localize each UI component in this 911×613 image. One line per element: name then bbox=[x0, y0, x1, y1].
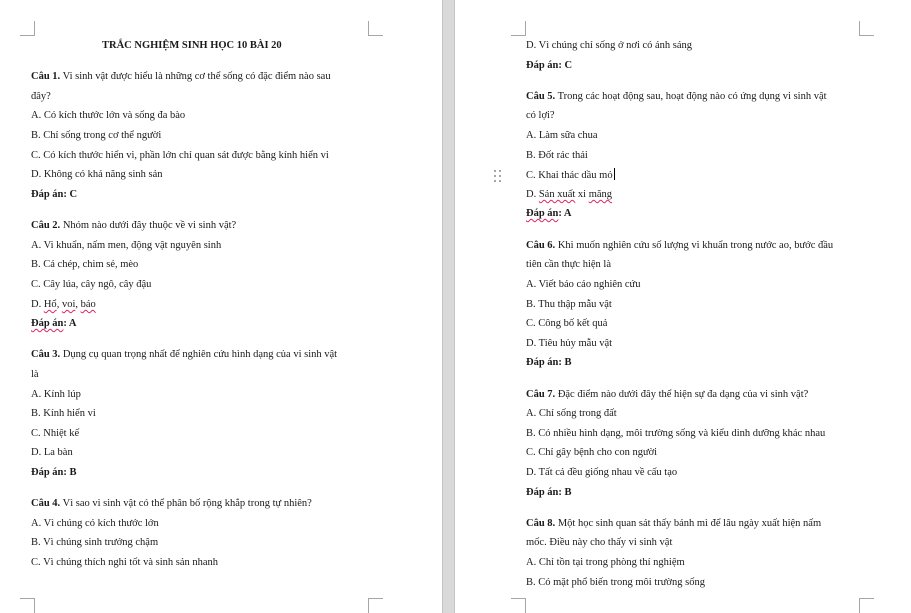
question-7-option-c[interactable]: C. Chỉ gây bệnh cho con người bbox=[526, 447, 658, 458]
question-3-option-b[interactable]: B. Kính hiển vi bbox=[31, 408, 96, 419]
question-2-option-d[interactable] bbox=[31, 298, 96, 311]
question-1-option-d[interactable]: D. Không có khả năng sinh sản bbox=[31, 169, 163, 180]
spellcheck-word[interactable]: Hổ bbox=[43, 299, 57, 310]
question-4-text[interactable] bbox=[31, 497, 312, 510]
question-3-label: Câu 3. bbox=[31, 349, 61, 360]
question-7-option-d[interactable]: D. Tất cả đều giống nhau về cấu tạo bbox=[526, 467, 678, 478]
spellcheck-word[interactable]: voi bbox=[61, 299, 76, 310]
document-page-right bbox=[455, 0, 911, 613]
question-4-option-b[interactable]: B. Vì chúng sinh trưởng chậm bbox=[31, 537, 159, 548]
answer-label[interactable]: Đáp án bbox=[31, 318, 64, 329]
question-4-answer[interactable]: Đáp án: C bbox=[526, 60, 573, 71]
question-5-option-a[interactable]: A. Làm sữa chua bbox=[526, 130, 598, 141]
question-3-option-d[interactable]: D. La bàn bbox=[31, 447, 73, 458]
question-7-stem: Đặc điểm nào dưới đây thể hiện sự đa dạng của vi sinh vật? bbox=[555, 389, 809, 400]
answer-value: : A bbox=[558, 208, 572, 219]
question-1-answer[interactable]: Đáp án: C bbox=[31, 189, 78, 200]
text-cursor bbox=[614, 168, 615, 180]
question-5-option-b[interactable]: B. Đốt rác thải bbox=[526, 150, 588, 161]
margin-corner-bottom-left bbox=[20, 598, 35, 613]
question-2-label: Câu 2. bbox=[31, 220, 61, 231]
document-page-left bbox=[0, 0, 442, 613]
question-6-text-cont[interactable]: tiên cần thực hiện là bbox=[526, 259, 611, 270]
question-6-option-a[interactable]: A. Viết báo cáo nghiên cứu bbox=[526, 279, 641, 290]
question-1-option-c[interactable]: C. Có kích thước hiển vi, phần lớn chỉ quan sát được bằng kính hiển vi bbox=[31, 150, 329, 161]
question-8-stem: Một học sinh quan sát thấy bánh mì để lâu ngày xuất hiện nấm bbox=[555, 518, 822, 529]
question-6-label: Câu 6. bbox=[526, 240, 556, 251]
answer-label[interactable]: Đáp án bbox=[526, 208, 559, 219]
page-gap bbox=[442, 0, 455, 613]
question-6-option-c[interactable]: C. Công bố kết quả bbox=[526, 318, 608, 329]
question-5-text-cont[interactable]: có lợi? bbox=[526, 110, 555, 121]
question-2-option-b[interactable]: B. Cá chép, chim sẻ, mèo bbox=[31, 259, 139, 270]
separator: , bbox=[56, 299, 62, 310]
margin-corner-bottom-left bbox=[511, 598, 526, 613]
question-2-option-a[interactable]: A. Vi khuẩn, nấm men, động vật nguyên sinh bbox=[31, 240, 222, 251]
question-8-option-a[interactable]: A. Chỉ tồn tại trong phòng thí nghiệm bbox=[526, 557, 685, 568]
question-5-label: Câu 5. bbox=[526, 91, 556, 102]
question-2-answer[interactable] bbox=[31, 317, 77, 330]
question-3-text-cont[interactable]: là bbox=[31, 369, 39, 380]
question-4-option-d[interactable]: D. Vì chúng chỉ sống ở nơi có ánh sáng bbox=[526, 40, 693, 51]
question-1-option-b[interactable]: B. Chỉ sống trong cơ thể người bbox=[31, 130, 162, 141]
question-4-option-a[interactable]: A. Vì chúng có kích thước lớn bbox=[31, 518, 159, 529]
question-3-option-a[interactable]: A. Kính lúp bbox=[31, 389, 81, 400]
option-prefix: D. bbox=[31, 299, 44, 310]
question-4-label: Câu 4. bbox=[31, 498, 61, 509]
question-4-stem: Vì sao vi sinh vật có thể phân bố rộng khắp trong tự nhiên? bbox=[60, 498, 312, 509]
question-5-text[interactable] bbox=[526, 90, 827, 103]
question-7-text[interactable] bbox=[526, 388, 808, 401]
question-5-stem: Trong các hoạt động sau, hoạt động nào có ứng dụng vi sinh vật bbox=[555, 91, 827, 102]
separator: xi bbox=[575, 189, 589, 200]
margin-corner-top-left bbox=[511, 21, 526, 36]
spellcheck-word[interactable]: Sản xuất bbox=[538, 189, 576, 200]
margin-corner-top-right bbox=[859, 21, 874, 36]
question-1-option-a[interactable]: A. Có kích thước lớn và sống đa bào bbox=[31, 110, 186, 121]
question-2-option-c[interactable]: C. Cây lúa, cây ngô, cây đậu bbox=[31, 279, 152, 290]
margin-corner-top-right bbox=[368, 21, 383, 36]
document-title: TRẮC NGHIỆM SINH HỌC 10 BÀI 20 bbox=[102, 40, 282, 51]
question-6-answer[interactable]: Đáp án: B bbox=[526, 357, 572, 368]
question-2-text[interactable] bbox=[31, 219, 236, 232]
answer-value: : A bbox=[63, 318, 77, 329]
question-6-text[interactable] bbox=[526, 239, 833, 252]
margin-corner-top-left bbox=[20, 21, 35, 36]
drag-handle-icon[interactable] bbox=[494, 170, 502, 184]
question-7-option-b[interactable]: B. Có nhiều hình dạng, môi trường sống và kiểu dinh dưỡng khác nhau bbox=[526, 428, 826, 439]
question-1-text-cont[interactable]: đây? bbox=[31, 91, 51, 102]
question-3-text[interactable] bbox=[31, 348, 337, 361]
question-4-option-c[interactable]: C. Vì chúng thích nghi tốt và sinh sản nhanh bbox=[31, 557, 219, 568]
question-6-stem: Khi muốn nghiên cứu số lượng vi khuẩn trong nước ao, bước đầu bbox=[555, 240, 834, 251]
question-5-option-d[interactable] bbox=[526, 188, 612, 201]
option-prefix: D. bbox=[526, 189, 539, 200]
question-3-option-c[interactable]: C. Nhiệt kế bbox=[31, 428, 80, 439]
question-6-option-b[interactable]: B. Thu thập mẫu vật bbox=[526, 299, 612, 310]
question-3-stem: Dụng cụ quan trọng nhất để nghiên cứu hình dạng của vi sinh vật bbox=[60, 349, 338, 360]
question-8-option-b[interactable]: B. Có mặt phổ biến trong môi trường sống bbox=[526, 577, 705, 588]
question-5-answer[interactable] bbox=[526, 207, 572, 220]
question-7-label: Câu 7. bbox=[526, 389, 556, 400]
question-3-answer[interactable]: Đáp án: B bbox=[31, 467, 77, 478]
spellcheck-word[interactable]: măng bbox=[588, 189, 613, 200]
question-8-text[interactable] bbox=[526, 517, 821, 530]
question-5-option-c[interactable] bbox=[526, 168, 615, 182]
separator: , bbox=[75, 299, 81, 310]
question-2-stem: Nhóm nào dưới đây thuộc về vi sinh vật? bbox=[60, 220, 237, 231]
question-1-text[interactable] bbox=[31, 70, 331, 83]
question-8-text-cont[interactable]: mốc. Điều này cho thấy vi sinh vật bbox=[526, 537, 673, 548]
option-text: C. Khai thác dầu mỏ bbox=[526, 170, 613, 181]
margin-corner-bottom-right bbox=[859, 598, 874, 613]
spellcheck-word[interactable]: báo bbox=[80, 299, 96, 310]
question-7-option-a[interactable]: A. Chỉ sống trong đất bbox=[526, 408, 617, 419]
margin-corner-bottom-right bbox=[368, 598, 383, 613]
question-1-label: Câu 1. bbox=[31, 71, 61, 82]
question-7-answer[interactable]: Đáp án: B bbox=[526, 487, 572, 498]
question-6-option-d[interactable]: D. Tiêu hủy mẫu vật bbox=[526, 338, 613, 349]
question-1-stem: Vi sinh vật được hiểu là những cơ thể sống có đặc điểm nào sau bbox=[60, 71, 331, 82]
question-8-label: Câu 8. bbox=[526, 518, 556, 529]
